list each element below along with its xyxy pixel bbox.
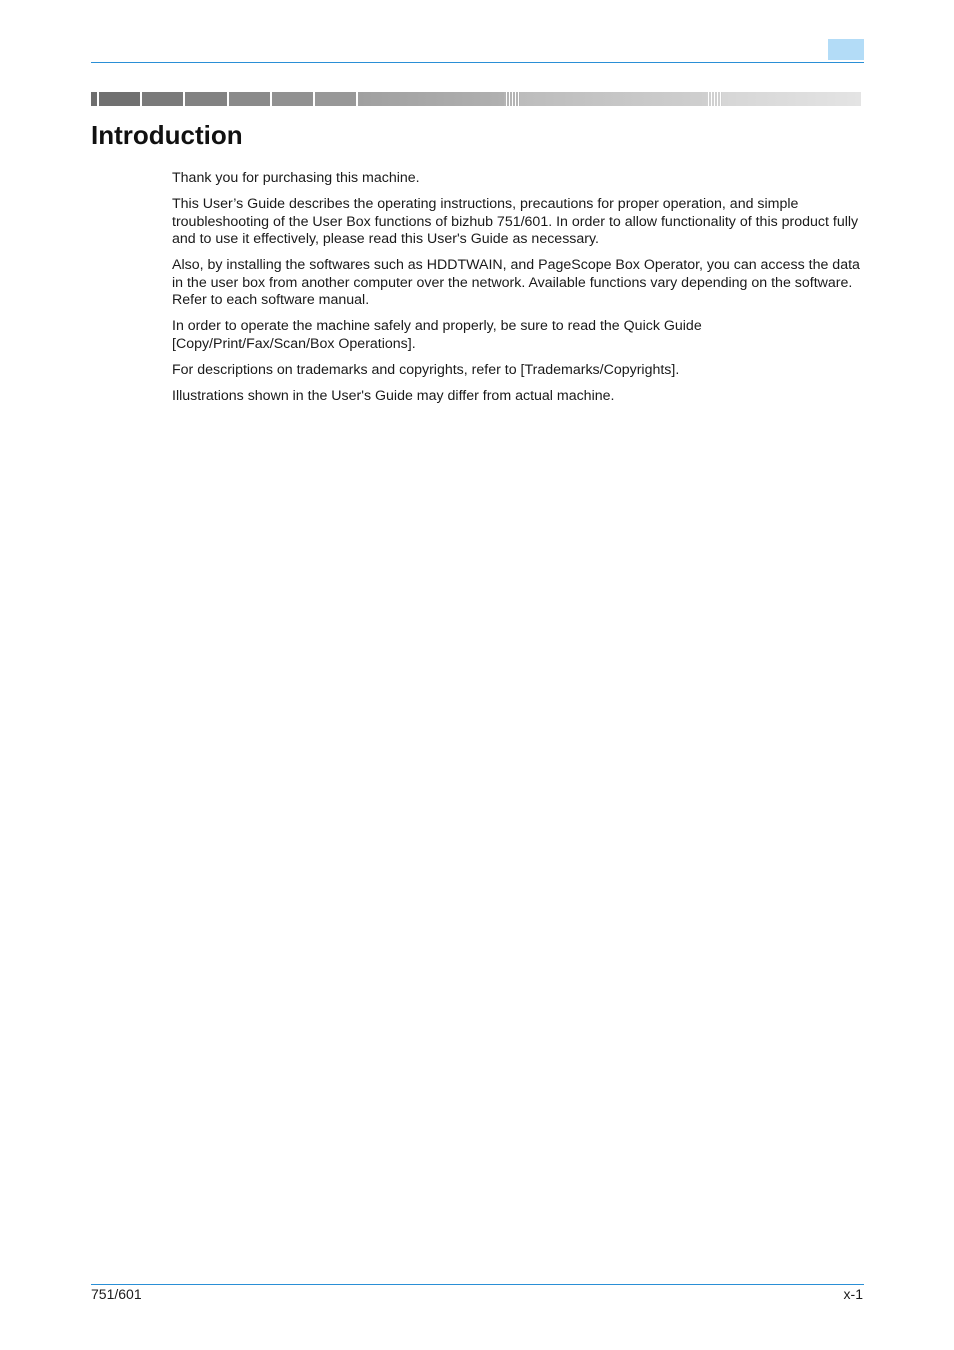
footer-page-number: x-1: [843, 1286, 863, 1302]
paragraph-safety: In order to operate the machine safely and properly, be sure to read the Quick Guide [Copy/Print/Fax/Scan/Box Operations].: [172, 318, 702, 352]
header-rule: [91, 62, 864, 63]
paragraph-thanks: Thank you for purchasing this machine.: [172, 170, 420, 186]
paragraph-trademarks: For descriptions on trademarks and copyrights, refer to [Trademarks/Copyrights].: [172, 361, 680, 378]
heading-decoration-bar: [91, 92, 864, 106]
paragraph-illustrations: Illustrations shown in the User's Guide may differ from actual machine.: [172, 387, 615, 404]
page-title: Introduction: [91, 120, 243, 150]
intro-body: [172, 170, 864, 414]
footer-rule: [91, 1284, 864, 1285]
footer-model: 751/601: [91, 1286, 142, 1302]
paragraph-guide-description: This User’s Guide describes the operating instructions, precautions for proper operation, and simple troubleshooting of the User Box functions of bizhub 751/601. In order to allow functionality of this product fully and to use it effectively, please read this User's Guide as necessary.: [172, 195, 859, 248]
paragraph-software-access: Also, by installing the softwares such as HDDTWAIN, and PageScope Box Operator, you can access the data in the user box from another computer over the network. Available functions vary depending on the software. Refer to each software manual.: [172, 257, 860, 309]
chapter-tab: [828, 39, 864, 60]
